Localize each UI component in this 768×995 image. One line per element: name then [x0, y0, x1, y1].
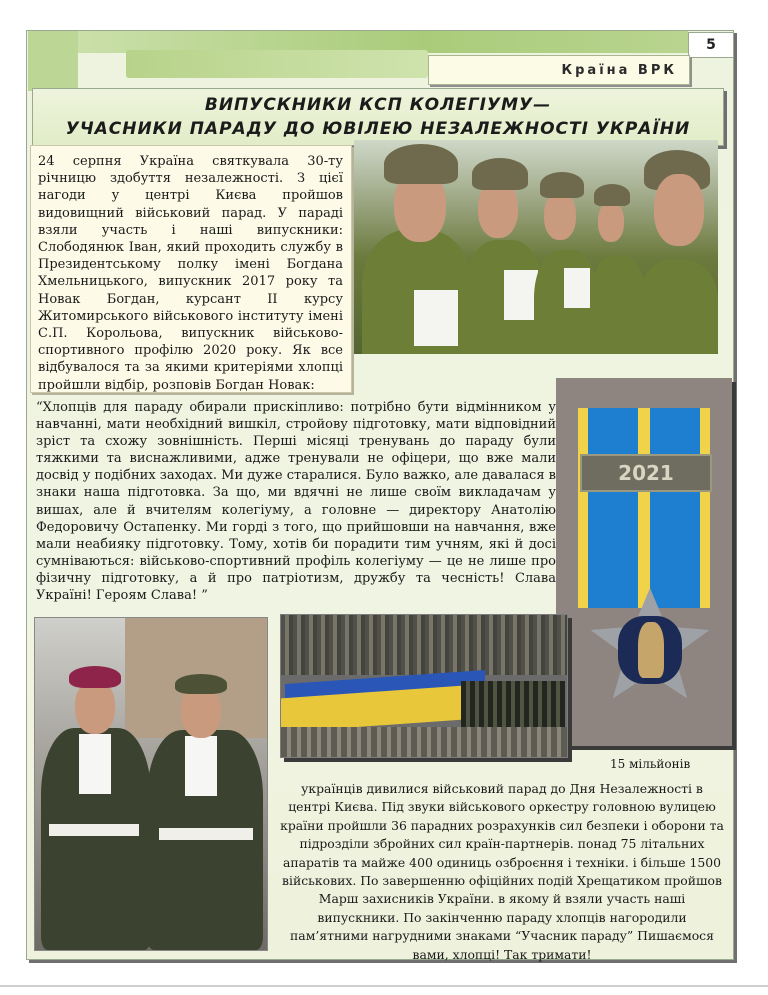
page-number: 5 — [688, 32, 734, 58]
crowd-foreground — [281, 727, 567, 757]
soldier-cap — [472, 158, 528, 190]
title-line-2: УЧАСНИКИ ПАРАДУ ДО ЮВІЛЕЮ НЕЗАЛЕЖНОСТІ УКРАЇНИ — [65, 119, 691, 139]
cadet-belt — [159, 828, 253, 840]
soldiers-photo — [354, 140, 718, 354]
intro-text: 24 серпня Україна святкувала 30-ту річницю здобуття незалежності. З цієї нагоди у центрі Києва пройшов видовищний військовий парад. У параді взяли участь і наші випускники: Слободянюк Іван, який проходить службу в Президентському полку імені Богдана Хмельницького, випускник 2017 року та Новак Богдан, курсант ІІ курсу Житомирського військового інституту імені С.П. Корольова, випускник військово-спортивного профілю 2020 року. Як все відбувалося та за якими критеріями хлопці пройшли відбір, розповів Богдан Новак: — [38, 154, 343, 393]
soldier-cap — [540, 172, 584, 198]
section-label: Країна ВРК — [428, 55, 690, 85]
medal-year-bar: 2021 — [580, 454, 712, 492]
soldier-bib — [564, 268, 590, 308]
medal-figure — [638, 622, 664, 678]
bottom-rule — [0, 985, 768, 987]
crowd — [281, 615, 567, 675]
soldier-bib — [414, 290, 458, 346]
cadet-beret — [175, 674, 227, 694]
soldier-bib — [504, 270, 538, 320]
soldier-cap — [594, 184, 630, 206]
title-line-1: ВИПУСКНИКИ КСП КОЛЕГІУМУ— — [204, 95, 552, 115]
quote-text: “Хлопців для параду обирали прискіпливо: потрібно бути відмінником у навчанні, мати необхідний вишкіл, стройову підготовку, мати відповідний зріст та схожу зовнішність. Перші місяці тренувань до параду були тяжкими та виснажливими, адже тренували не офіцери, що вже мали досвід у подібних заходах. Ми дуже старалися. Було важко, але давалася в знаки наша підготовка. За що, ми вдячні не лише своїм викладачам у вишах, але й вчителям колегіуму, а головне — директору Анатолію Федоровичу Остапенку. Ми горді з того, що прийшовши на навчання, вже мали неабияку підготовку. Тому, хотів би порадити тим учням, які й досі сумніваються: військово-спортивний профіль колегіуму — це не лише про фізичну підготовку, а й про патріотизм, дружбу та чесність! Слава Україні! Героям Слава! ” — [36, 400, 556, 604]
cadets-photo — [34, 617, 268, 951]
cadet-shirt — [185, 736, 217, 796]
cadet-beret — [69, 666, 121, 688]
soldier-face — [654, 174, 704, 246]
soldier-face — [544, 192, 576, 240]
header-mid-band — [126, 50, 428, 78]
soldier-face — [598, 202, 624, 242]
article-title — [32, 88, 724, 146]
cadet-belt — [49, 824, 139, 836]
intro-text-box — [30, 145, 352, 393]
medal-ribbon — [578, 408, 710, 608]
interview-quote — [36, 399, 556, 603]
header-tab — [28, 31, 78, 91]
cadet-shirt — [79, 734, 111, 794]
medal-photo — [556, 378, 732, 746]
cadet-face — [75, 680, 115, 734]
soldier-figure — [638, 260, 718, 354]
closing-paragraph: українців дивилися військовий парад до Дня Незалежності в центрі Києва. Під звуки військового оркестру головною вулицею країни пройшли 36 парадних розрахунків сил безпеки і оборони та підрозділи збройних сил країн-партнерів. понад 75 літальних апаратів та майже 400 одиниць озброєння і техніки. і більше 1500 військових. По завершенню офіційних подій Хрещатиком пройшов Марш захисників України. в якому й взяли участь наші випускники. По закінченню параду хлопців нагородили пам’ятними нагрудними знаками “Учасник параду” Пишаємося вами, хлопці! Так тримати! — [280, 781, 724, 962]
closing-text — [280, 780, 724, 964]
caption-fifteen-million: 15 мільйонів — [610, 757, 691, 771]
soldier-cap — [384, 144, 458, 184]
parade-photo — [280, 614, 568, 758]
